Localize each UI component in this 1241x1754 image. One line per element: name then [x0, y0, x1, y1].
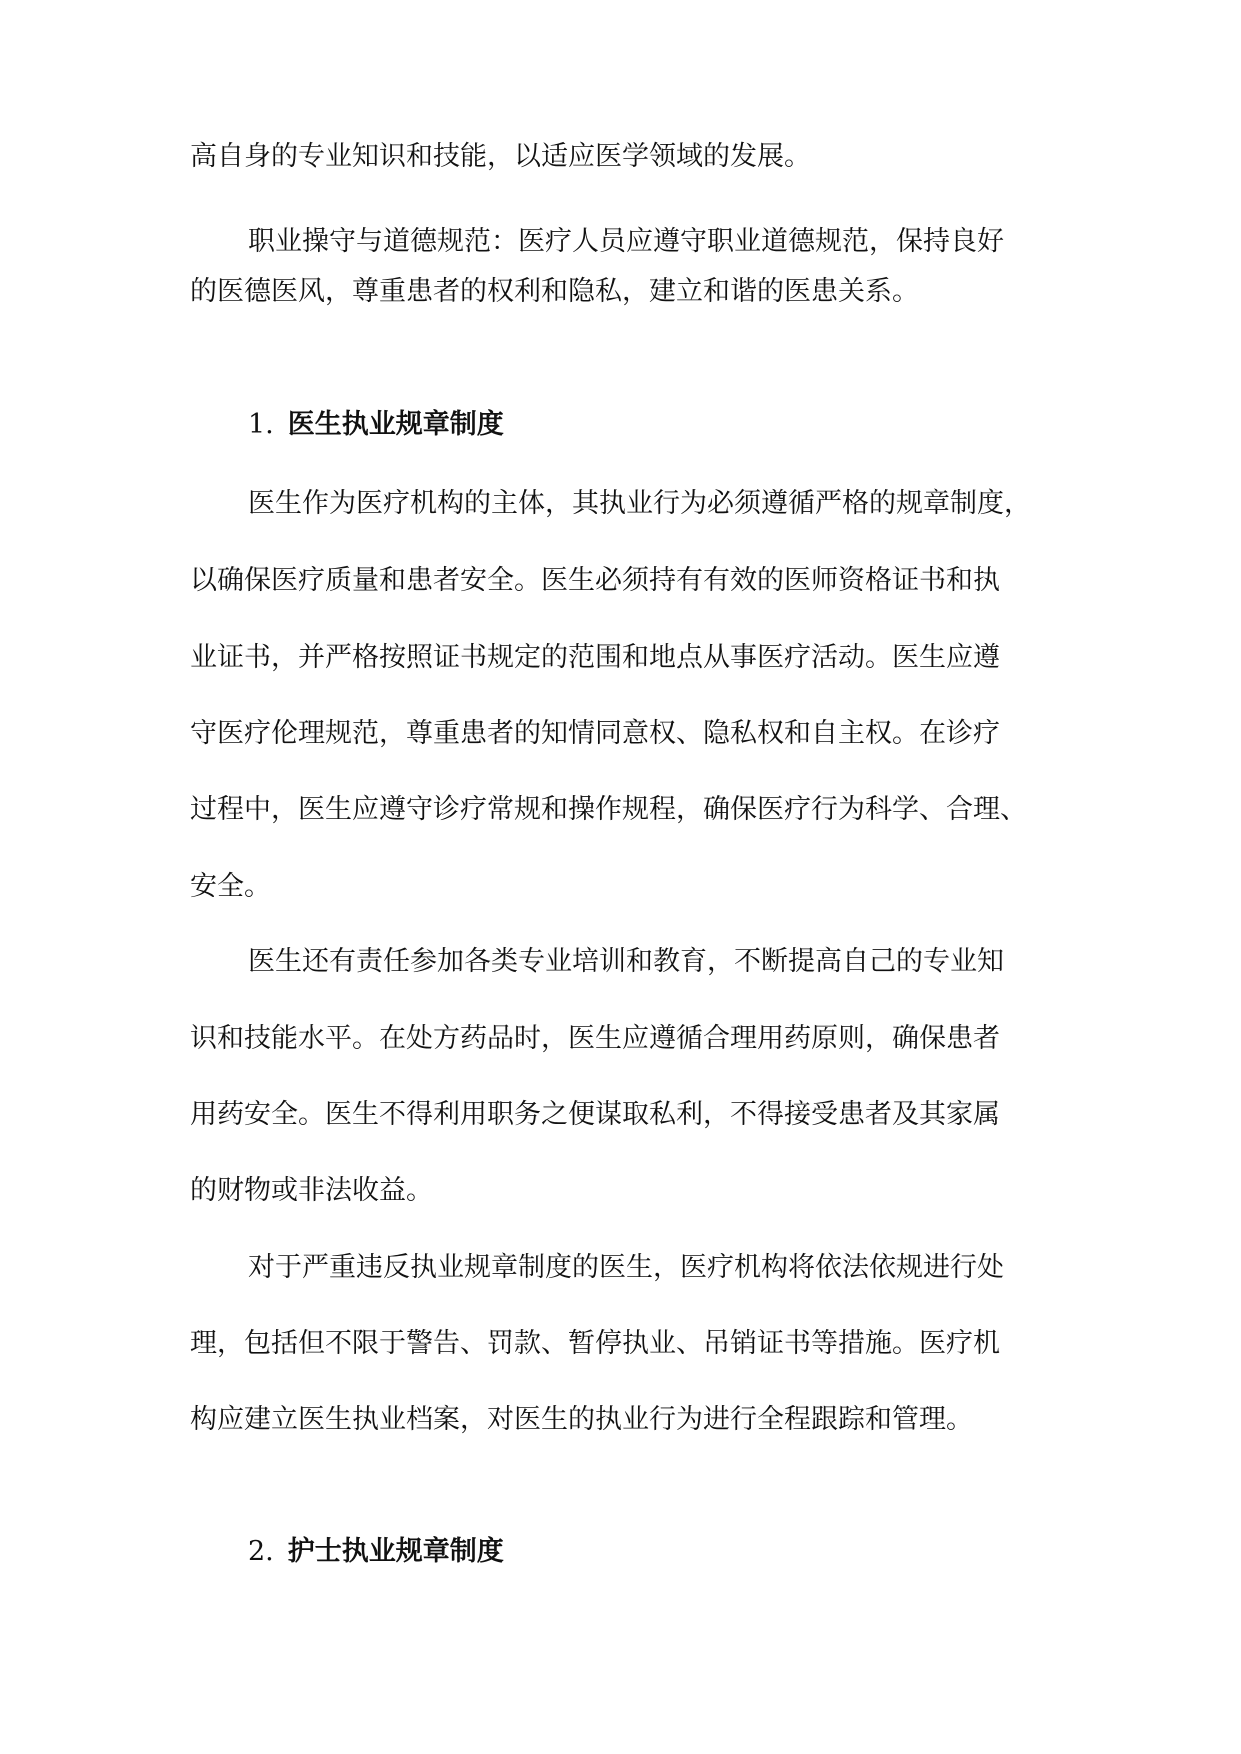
paragraph-line: 的财物或非法收益。 [190, 1175, 433, 1206]
paragraph-line: 业证书，并严格按照证书规定的范围和地点从事医疗活动。医生应遵 [190, 642, 1000, 673]
section-number: 1. [248, 409, 274, 440]
paragraph-line: 用药安全。医生不得利用职务之便谋取私利，不得接受患者及其家属 [190, 1099, 1000, 1130]
paragraph-line: 高自身的专业知识和技能，以适应医学领域的发展。 [190, 141, 811, 172]
paragraph-line: 的医德医风，尊重患者的权利和隐私，建立和谐的医患关系。 [190, 276, 919, 307]
section-title: 医生执业规章制度 [287, 409, 504, 440]
section-heading-1 [248, 405, 504, 445]
paragraph-line: 以确保医疗质量和患者安全。医生必须持有有效的医师资格证书和执 [190, 565, 1000, 596]
paragraph-line: 守医疗伦理规范，尊重患者的知情同意权、隐私权和自主权。在诊疗 [190, 718, 1000, 749]
paragraph-line: 医生还有责任参加各类专业培训和教育，不断提高自己的专业知 [248, 946, 1004, 977]
paragraph-line: 医生作为医疗机构的主体，其执业行为必须遵循严格的规章制度， [248, 488, 1031, 519]
paragraph-line: 理，包括但不限于警告、罚款、暂停执业、吊销证书等措施。医疗机 [190, 1328, 1000, 1359]
paragraph-line: 构应建立医生执业档案，对医生的执业行为进行全程跟踪和管理。 [190, 1404, 973, 1435]
paragraph-line: 职业操守与道德规范：医疗人员应遵守职业道德规范，保持良好 [248, 226, 1004, 257]
section-title: 护士执业规章制度 [287, 1536, 504, 1567]
paragraph-line: 过程中，医生应遵守诊疗常规和操作规程，确保医疗行为科学、合理、 [190, 794, 1027, 825]
paragraph-line: 安全。 [190, 871, 271, 902]
paragraph-line: 对于严重违反执业规章制度的医生，医疗机构将依法依规进行处 [248, 1252, 1004, 1283]
section-number: 2. [248, 1536, 274, 1567]
paragraph-line: 识和技能水平。在处方药品时，医生应遵循合理用药原则，确保患者 [190, 1023, 1000, 1054]
section-heading-2 [248, 1532, 504, 1572]
